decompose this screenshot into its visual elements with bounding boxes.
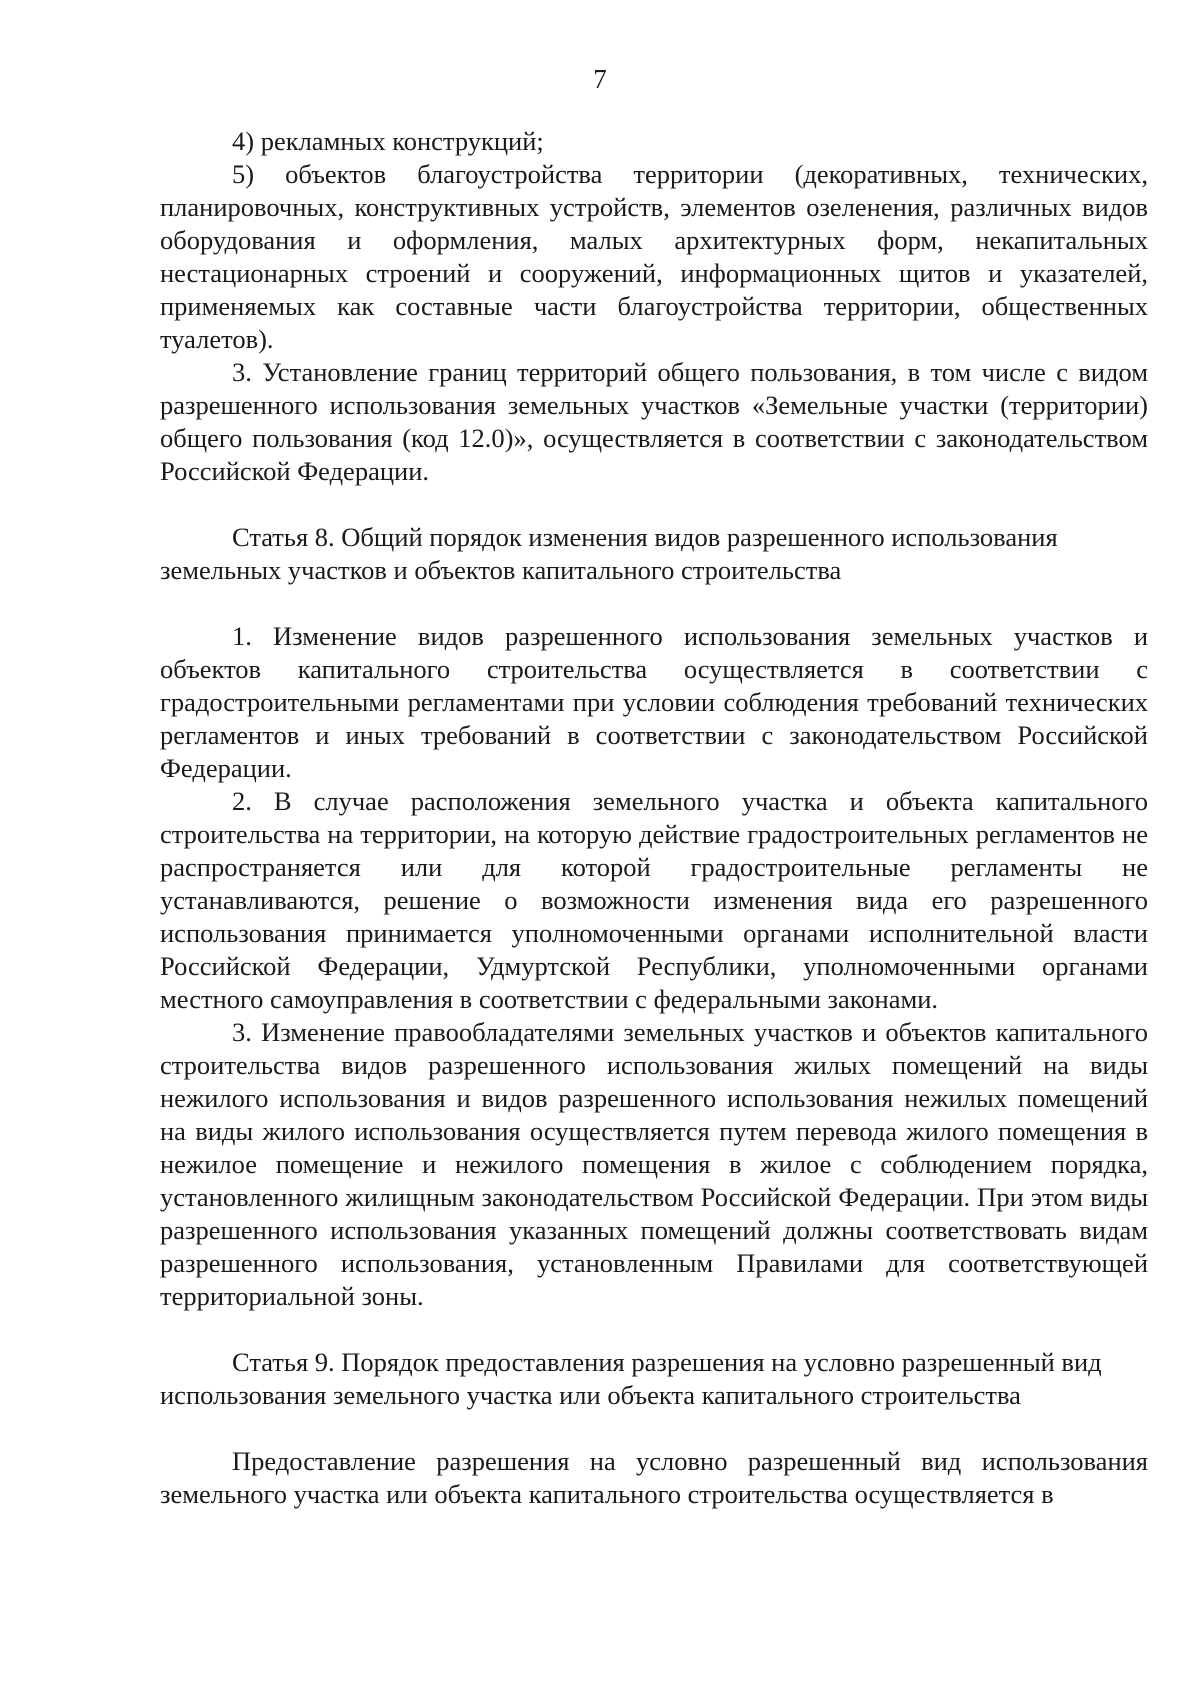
list-item-advertising-structures: 4) рекламных конструкций; — [232, 126, 544, 156]
article-9-heading: Статья 9. Порядок предоставления разрешения на условно разрешенный вид использования земельного участка или объекта капитального строительства — [160, 1347, 1102, 1410]
article-8-paragraph-3: 3. Изменение правообладателями земельных участков и объектов капитального строительства видов разрешенного использования жилых помещений на виды нежилого использования и видов разрешенного использования нежилых помещений на виды жилого использования осуществляется путем перевода жилого помещения в нежилое помещение и нежилого помещения в жилое с соблюдением порядка, установленного жилищным законодательством Российской Федерации. При этом виды разрешенного использования указанных помещений должны соответствовать видам разрешенного использования, установленным Правилами для соответствующей территориальной зоны. — [160, 1017, 1148, 1311]
paragraph-public-territories: 3. Установление границ территорий общего пользования, в том числе с видом разрешенного использования земельных участков «Земельные участки (территории) общего пользования (код 12.0)», осуществляется в соответствии с законодательством Российской Федерации. — [160, 357, 1148, 486]
list-item-landscaping-objects: 5) объектов благоустройства территории (декоративных, технических, планировочных, конструктивных устройств, элементов озеленения, различных видов оборудования и оформления, малых архитектурных форм, некапитальных нестационарных строений и сооружений, информационных щитов и указателей, применяемых как составные части благоустройства территории, общественных туалетов). — [160, 159, 1148, 354]
article-8-paragraph-2: 2. В случае расположения земельного участка и объекта капитального строительства на территории, на которую действие градостроительных регламентов не распространяется или для которой градостроительные регламенты не устанавливаются, решение о возможности изменения вида его разрешенного использования принимается уполномоченными органами исполнительной власти Российской Федерации, Удмуртской Республики, уполномоченными органами местного самоуправления в соответствии с федеральными законами. — [160, 786, 1148, 1014]
article-8-paragraph-1: 1. Изменение видов разрешенного использования земельных участков и объектов капитального строительства осуществляется в соответствии с градостроительными регламентами при условии соблюдения требований технических регламентов и иных требований в соответствии с законодательством Российской Федерации. — [160, 621, 1148, 783]
article-9-paragraph-1: Предоставление разрешения на условно разрешенный вид использования земельного участка или объекта капитального строительства осуществляется в — [160, 1446, 1148, 1509]
article-8-heading: Статья 8. Общий порядок изменения видов разрешенного использования земельных участков и объектов капитального строительства — [160, 522, 1058, 585]
page-number: 7 — [593, 64, 607, 94]
document-body — [160, 125, 1148, 1511]
